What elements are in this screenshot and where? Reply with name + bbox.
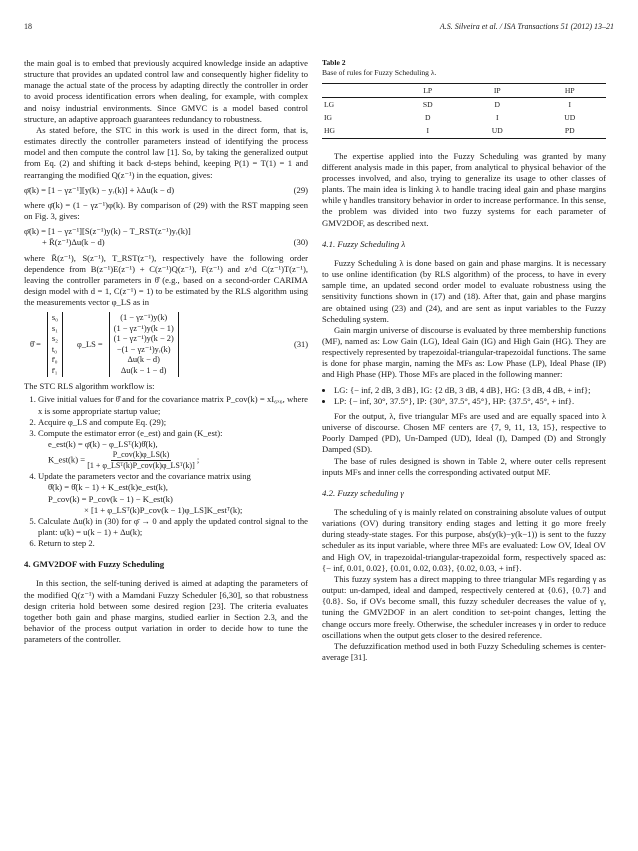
paragraph: As stated before, the STC in this work is used in the direct form, that is, estimates directly the controller parameters instead of identifying the process model and then compute the control law [1]. So, by taking the generalized output from Eq. (2) and shifting it back d-steps behind, keeping P(1) = T(1) = 1 and rearranging the modified Q(z⁻¹) in the equation, gives: — [24, 124, 308, 180]
step-text: Compute the estimator error (e_est) and gain (K_est): — [38, 427, 223, 438]
paragraph: The defuzzification method used in both Fuzzy Scheduling schemes is center-average [31]. — [322, 640, 606, 663]
paragraph: where R̄(z⁻¹), S(z⁻¹), T_RST(z⁻¹), respectively have the following order dependence from B(z⁻¹)E(z⁻¹) + C(z⁻¹)Q(z⁻¹), F(z⁻¹) and z^d C(z⁻¹)T(z⁻¹), leaving the controller parameters in θ̂ (e.g., based on a second-order CARIMA design model with d = 1, C(z⁻¹) = 1) to be estimated by the RLS algorithm using the measurements vector φ_LS as in — [24, 252, 308, 308]
list-item: • LP: {− inf, 30°, 37.5°}, IP: {30°, 37.5°, 45°}, HP: {37.5°, 45°, + inf}. — [334, 396, 606, 407]
membership-list — [322, 385, 606, 407]
vector-entry: (1 − γz⁻¹)y(k) — [120, 313, 168, 323]
list-item: • LG: {− inf, 2 dB, 3 dB}, IG: {2 dB, 3 dB, 4 dB}, HG: {3 dB, 4 dB, + inf}; — [334, 385, 606, 396]
numerator: P_cov(k)φ_LS(k) — [112, 450, 170, 460]
vector-entry: (1 − γz⁻¹)y(k − 2) — [113, 334, 174, 344]
paragraph: the main goal is to embed that previously acquired knowledge inside an adaptive structure that provides an updated control law and consequently higher fidelity to manage the actual state of the process by adapting directly the controller in order to avoid process identification errors when dealing, for example, with complex and noisy industrial environments. Since GMVC is a model based control structure, an adaptive approach guarantees redundancy to robustness. — [24, 58, 308, 124]
table-header-cell: HP — [564, 86, 575, 95]
table-caption — [322, 58, 606, 77]
section-heading: 4. GMV2DOF with Fuzzy Scheduling — [24, 559, 165, 570]
table-cell: PD — [564, 126, 575, 136]
table-cell: I — [568, 100, 571, 110]
theta-label: θ̂ = — [30, 340, 41, 350]
denominator: [1 + φ_LSᵀ(k)P_cov(k)φ_LSᵀ(k)] — [87, 461, 195, 471]
paragraph: Gain margin universe of discourse is evaluated by three membership functions (MF), named as: Low Gain (LG), Ideal Gain (IG) and High Gain (HG). They are respectively represented by trapezoidal-triangular-trapezoidal functions. The same is done for phase margin, naming the MFs as: Low Phase (LP), Ideal Phase (IP) and High Phase (HP). Those MFs are placed in the following manner: — [322, 324, 606, 380]
vector-entry: Δu(k − d) — [127, 355, 160, 365]
update-eq: × [1 + φ_LSᵀ(k)P_cov(k − 1)φ_LS]K_estᵀ(k); — [84, 504, 243, 515]
gain-end: ; — [196, 454, 200, 465]
estimator-error-eq: e_est(k) = φ̄(k) − φ_LSᵀ(k)θ̂(k), — [48, 439, 158, 450]
table-cell: IG — [324, 113, 333, 123]
page-header — [24, 22, 614, 34]
step-item: 1. Give initial values for θ̂ and for the covariance matrix P_cov(k) = xI₆ₓ₆, where x is some appropriate startup value; — [38, 394, 308, 416]
equation-31 — [24, 312, 308, 377]
table-cell: LG — [324, 100, 335, 110]
paragraph: The scheduling of γ is mainly related on constraining absolute values of output variations (OV) during transitory ending stages and letting it go more freely during steady-state stages. For this purpose, abs(y(k)−y(k−1)) is sent to the fuzzy scheduler as its input variable, where three MFs are evaluated: Low OV, Ideal OV and High OV, in trapezoidal-triangular-trapezoidal form, respectively spaced as: {− inf, 0.01, 0.02}, {0.01, 0.02, 0.03}, {0.02, 0.03, + inf}. — [322, 507, 606, 573]
table-cell: I — [495, 113, 499, 123]
paragraph: The base of rules designed is shown in Table 2, where outer cells represent inputs MFs and inner cells the corresponding activated output MF. — [322, 455, 606, 477]
paragraph: The STC RLS algorithm workflow is: — [24, 381, 155, 392]
vector-entry: Δu(k − 1 − d) — [120, 365, 167, 375]
table-row — [322, 98, 606, 112]
estimator-gain-eq — [38, 450, 308, 471]
running-header: A.S. Silveira et al. / ISA Transactions 51 (2012) 13–21 — [439, 22, 614, 31]
update-eq: P_cov(k) = P_cov(k − 1) − K_est(k) — [48, 493, 173, 504]
paragraph: This fuzzy system has a direct mapping to three triangular MFs regarding γ as output: un-damped, ideal and damped, respectively centered at {0.6}, {0.7} and {0.8}. So, if OVs become small, this fuzzy scheduler decreases the value of γ, tuning the GMV2DOF in an alert condition to set-point changes, letting the change occurs more freely. Otherwise, the scheduler increases γ in order to reduce oscillations when the output gets closer to the desired reference. — [322, 573, 606, 640]
table-row — [322, 124, 606, 138]
table-cell: HG — [324, 126, 335, 136]
update-eq: θ̂(k) = θ̂(k − 1) + K_est(k)e_est(k), — [48, 482, 168, 493]
left-column — [24, 58, 308, 645]
phi-label: φ_LS = — [77, 340, 103, 350]
table-header-cell: IP — [493, 86, 501, 95]
equation-body: φ̄(k) = [1 − γz⁻¹][y(k) − yᵣ(k)] + λΔu(k − d) — [24, 184, 175, 195]
step-item: 5. Calculate Δu(k) in (30) for φ̄ → 0 and apply the updated control signal to the plant: u(k) = u(k − 1) + Δu(k); — [38, 516, 308, 538]
step-item: 6. Return to step 2. — [38, 538, 308, 549]
gain-lhs: K_est(k) = — [48, 454, 86, 465]
step-item: 2. Acquire φ_LS and compute Eq. (29); — [38, 417, 308, 428]
table-cell: UD — [564, 113, 576, 123]
equation-number: (31) — [294, 340, 308, 350]
vector-entry: s₁ — [51, 323, 59, 333]
table-cell: SD — [422, 100, 433, 110]
equation-number: (30) — [293, 237, 308, 248]
table-cell: I — [426, 126, 429, 136]
paragraph: The expertise applied into the Fuzzy Scheduling was granted by many different analysis made in this paper, from analytical to physical behavior of the processes involved, and also, trying to generalize its usage to other classes of plants. The main idea is linking λ to handle tracing ideal gain and phase margins while γ handles transitory behavior in order to increase performance. In this sense, the problem was divided into two fuzzy systems for each parameter of GMV2DOF, as described next. — [322, 150, 606, 228]
vector-entry: −(1 − γz⁻¹)yᵣ(k) — [116, 344, 171, 354]
table-header-cell: LP — [423, 86, 433, 95]
subsection-heading: 4.2. Fuzzy scheduling γ — [322, 487, 404, 498]
paragraph: For the output, λ, five triangular MFs are used and are equally spaced into λ universe of discourse. Chosen MF centers are {7, 9, 11, 13, 15}, respective to Poorly Damped (PD), Un-Damped (UD), Ideal (I), Damped (D) and Strongly Damped (SD). — [322, 410, 606, 455]
equation-30 — [24, 226, 308, 248]
table-header-cell — [322, 84, 395, 98]
table-label: Table 2 — [322, 58, 346, 67]
step-item — [38, 428, 308, 471]
vector-entry: s₂ — [51, 334, 59, 344]
table-caption-text: Base of rules for Fuzzy Scheduling λ. — [322, 67, 437, 77]
equation-line: φ̄(k) = [1 − γz⁻¹][S(z⁻¹)y(k) − T_RST(z⁻¹)yᵣ(k)] — [24, 226, 191, 237]
vector-entry: t₀ — [51, 344, 58, 354]
page-number: 18 — [24, 22, 32, 31]
vector-entry: (1 − γz⁻¹)y(k − 1) — [113, 323, 174, 333]
table-cell: UD — [491, 126, 503, 136]
right-column — [322, 58, 606, 663]
table-cell: D — [424, 113, 431, 123]
vector-entry: r̄₀ — [51, 355, 58, 365]
theta-vector — [47, 312, 63, 377]
table-cell: D — [494, 100, 500, 110]
vector-entry: r̄₁ — [51, 365, 58, 375]
step-item — [38, 471, 308, 516]
paragraph: In this section, the self-tuning derived is aimed at adapting the parameters of the modified Q(z⁻¹) with a Mamdani Fuzzy Scheduler [6,30], so that robustness design criteria hold between some desired region [23]. The criteria evaluates together both gain and phase margins, studied earlier in Section 2.3, and the behavior of the process output variation in order to decide how to tune the parameters of the controller. — [24, 578, 308, 645]
step-text: Update the parameters vector and the covariance matrix using — [38, 471, 251, 482]
equation-29 — [24, 185, 308, 196]
rules-table — [322, 83, 606, 139]
table-row — [322, 111, 606, 124]
paragraph: Fuzzy Scheduling λ is done based on gain and phase margins. It is necessary to use online identification (by RLS algorithm) of the process, to have in every sample time, an updated second order model to evaluate robustness using the sensitivity functions shown in (17) and (18). After that, gain and phase margins are obtained using (23) and (24), and are sent as input variables to the Fuzzy Scheduling system. — [322, 257, 606, 324]
vector-entry: s₀ — [51, 313, 59, 323]
subsection-heading: 4.1. Fuzzy Scheduling λ — [322, 238, 406, 249]
paragraph: where φ̄(k) = (1 − γz⁻¹)φ(k). By comparison of (29) with the RST mapping seen on Fig. 3, gives: — [24, 199, 308, 222]
equation-line: + R̄(z⁻¹)Δu(k − d) — [42, 237, 105, 248]
gain-fraction — [87, 450, 195, 471]
algorithm-steps — [24, 394, 308, 549]
phi-vector — [109, 312, 179, 377]
equation-number: (29) — [293, 184, 308, 195]
table-header-row — [322, 84, 606, 98]
